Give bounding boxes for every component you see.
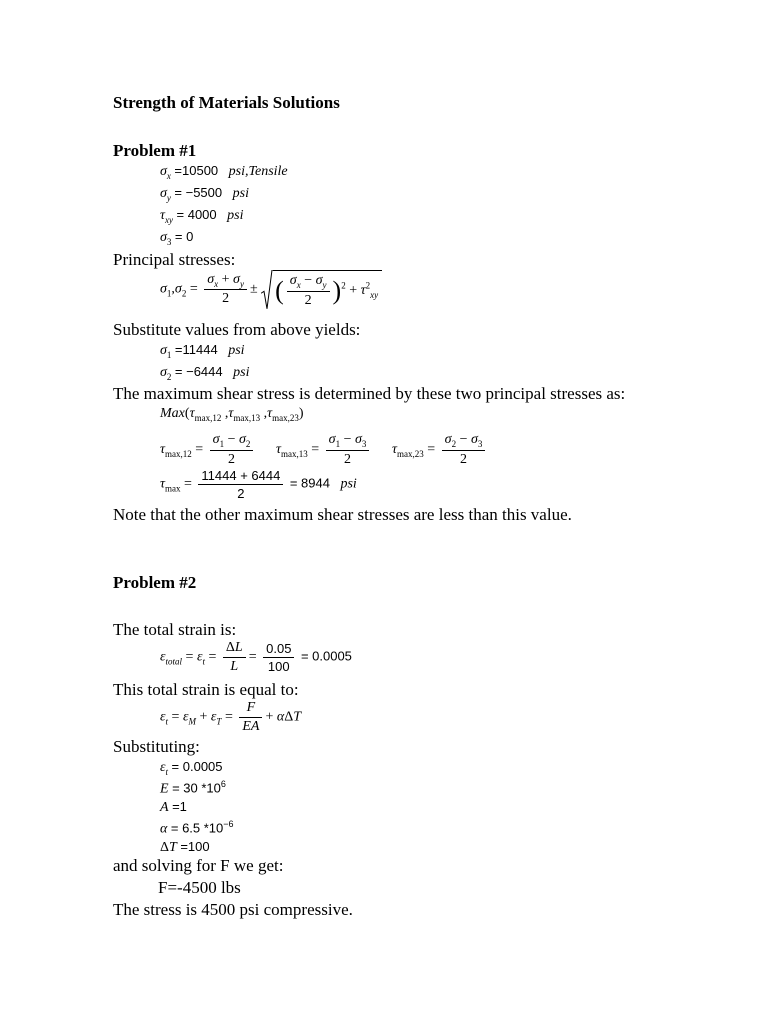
sigma-2-result: $\sigma_2 = -6444$ psi <box>160 364 250 382</box>
principal-stresses-label: Principal stresses: <box>113 250 236 269</box>
page-title: Strength of Materials Solutions <box>113 93 340 112</box>
sub-alpha: α = 6.5 $*10^{-6}$ <box>160 819 234 837</box>
sub-delta-T: ΔT =100 <box>160 839 210 855</box>
given-sigma-x: $\sigma_x =10500$ psi,Tensile <box>160 163 288 181</box>
sub-E: E = 30 $*10^6$ <box>160 779 226 797</box>
force-result: F=-4500 lbs <box>158 878 241 897</box>
tau-max-result: $\tau_{max}$ = $\frac{11444 + 6444}{2}$ = 8944 psi <box>160 468 357 501</box>
total-strain-label: The total strain is: <box>113 620 237 639</box>
problem-2-heading: Problem #2 <box>113 573 197 592</box>
total-strain-formula: $\varepsilon_{total} = \varepsilon_t$ = $\frac{\Delta L}{L}$ = $\frac{0.05}{100}$ = 0.0005 <box>160 640 352 674</box>
tau-max-13-formula: $\tau_{max,13}$ = $\frac{\sigma_1 - \sigma_3}{2}$ <box>276 432 372 468</box>
tau-max-12-formula: $\tau_{max,12}$ = $\frac{\sigma_1 - \sigma_2}{2}$ <box>160 432 256 468</box>
max-shear-label: The maximum shear stress is determined by these two principal stresses as: <box>113 384 626 403</box>
strain-components-formula: $\varepsilon_t = \varepsilon_M + \varepsilon_T$ = $\frac{F}{EA}$ + αΔT <box>160 700 302 734</box>
equal-to-label: This total strain is equal to: <box>113 680 299 699</box>
note-text: Note that the other maximum shear stresses are less than this value. <box>113 505 572 524</box>
sub-epsilon-t: $\varepsilon_t = 0.0005$ <box>160 759 223 777</box>
problem-1-heading: Problem #1 <box>113 141 197 160</box>
principal-stress-formula: $\sigma_1,\sigma_2$ = $\frac{\sigma_x + \sigma_y}{2}$ ± ( $\frac{\sigma_x - \sigma_y}{2}$ )$^2 + \tau^2_{xy}$ <box>160 270 382 309</box>
given-tau-xy: $\tau_{xy} = 4000$ psi <box>160 207 244 225</box>
substitute-label: Substitute values from above yields: <box>113 320 361 339</box>
sigma-1-result: $\sigma_1 =11444$ psi <box>160 342 245 360</box>
solving-label: and solving for F we get: <box>113 856 284 875</box>
stress-result: The stress is 4500 psi compressive. <box>113 900 353 919</box>
given-sigma-y: $\sigma_y = -5500$ psi <box>160 185 249 203</box>
given-sigma-3: $\sigma_3 = 0$ <box>160 229 194 247</box>
tau-max-23-formula: $\tau_{max,23}$ = $\frac{\sigma_2 - \sigma_3}{2}$ <box>392 432 488 468</box>
sub-A: A =1 <box>160 799 187 815</box>
substituting-label: Substituting: <box>113 737 200 756</box>
max-of-taus: $Max(\tau_{max,12}$ $,\tau_{max,13}$ $,\tau_{max,23}$) <box>160 406 304 423</box>
